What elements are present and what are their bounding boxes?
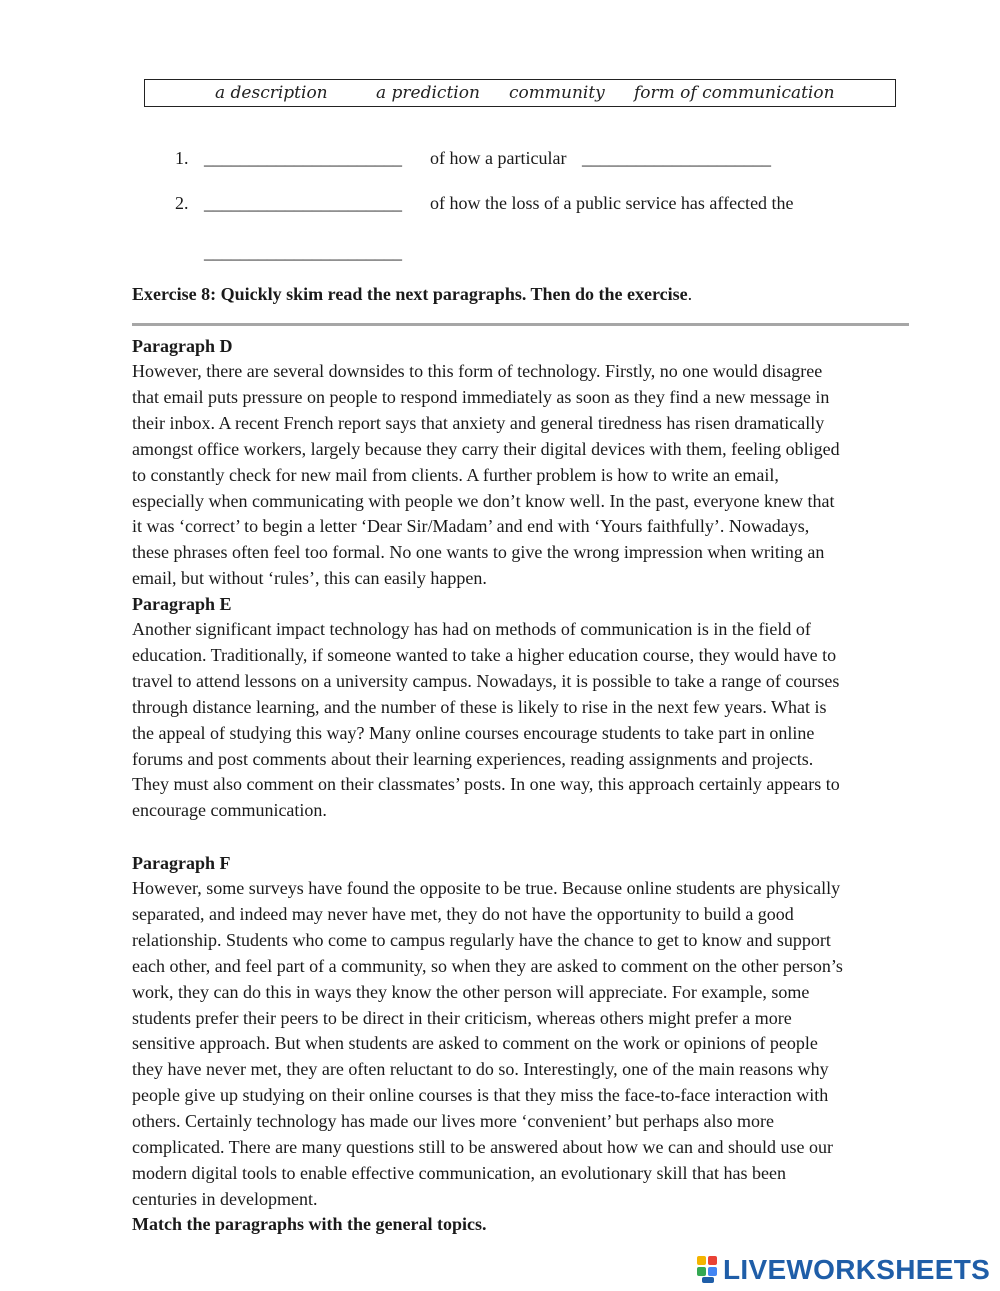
- paragraph-body: [132, 876, 922, 1213]
- paragraph-body: [132, 617, 922, 824]
- paragraph-line: the appeal of studying this way? Many online courses encourage students to take part in online: [132, 722, 815, 743]
- answer-blank[interactable]: ______________________: [204, 193, 402, 213]
- paragraph-line: especially when communicating with people we don’t know well. In the past, everyone knew that: [132, 490, 835, 511]
- paragraph-line: these phrases often feel too formal. No one wants to give the wrong impression when writing an: [132, 542, 825, 563]
- paragraph-title: Paragraph D: [132, 336, 233, 356]
- paragraph-line: complicated. There are many questions still to be answered about how we can and should use our: [132, 1137, 833, 1158]
- paragraph-line: people give up studying on their online courses is that they miss the face-to-face interaction with: [132, 1085, 829, 1106]
- answer-blank[interactable]: ______________________: [204, 242, 402, 262]
- paragraph-line: Another significant impact technology has had on methods of communication is in the field of: [132, 619, 811, 639]
- word-bank: [144, 79, 896, 107]
- paragraph-line: email, but without ‘rules’, this can easily happen.: [132, 568, 487, 589]
- word-bank-item[interactable]: community: [509, 83, 605, 103]
- word-bank-item[interactable]: form of communication: [634, 83, 835, 103]
- paragraph-line: sensitive approach. But when students are asked to comment on the work or opinions of people: [132, 1033, 818, 1054]
- word-bank-item[interactable]: a description: [215, 83, 328, 103]
- paragraph-line: forums and post comments about their learning experiences, reading assignments and projects.: [132, 748, 814, 769]
- paragraph-line: to constantly check for new mail from clients. A further problem is how to write an email,: [132, 464, 779, 485]
- paragraph-line: separated, and indeed may never have met, they do not have the opportunity to build a good: [132, 903, 794, 924]
- question-number: 2.: [175, 193, 189, 213]
- paragraph-line: relationship. Students who come to campus regularly have the chance to get to know and support: [132, 929, 831, 950]
- paragraph-line: they have never met, they are often reluctant to do so. Interestingly, one of the main reasons why: [132, 1059, 829, 1080]
- paragraph-line: centuries in development.: [132, 1188, 318, 1209]
- paragraph-line: work, they can do this in ways they know the other person will appreciate. For example, some: [132, 981, 810, 1002]
- paragraph-line: However, some surveys have found the opposite to be true. Because online students are physically: [132, 878, 841, 898]
- paragraph-title: Paragraph E: [132, 594, 232, 614]
- paragraph-line: encourage communication.: [132, 800, 327, 821]
- paragraph-line: it was ‘correct’ to begin a letter ‘Dear Sir/Madam’ and end with ‘Yours faithfully’. Nowadays,: [132, 516, 810, 537]
- paragraph-line: each other, and feel part of a community, so when they are asked to comment on the other person’s: [132, 955, 843, 976]
- paragraph-line: others. Certainly technology has made our lives more ‘convenient’ but perhaps also more: [132, 1111, 774, 1132]
- paragraph-line: However, there are several downsides to this form of technology. Firstly, no one would disagree: [132, 361, 823, 381]
- logo-text: LIVEWORKSHEETS: [723, 1254, 991, 1285]
- paragraph-line: students prefer their peers to be direct in their criticism, whereas others might prefer a more: [132, 1007, 792, 1028]
- paragraph-line: They must also comment on their classmates’ posts. In one way, this approach certainly appears to: [132, 774, 840, 795]
- liveworksheets-logo-icon: [697, 1255, 719, 1285]
- question-text: of how a particular: [430, 148, 567, 168]
- paragraph-body: [132, 359, 922, 592]
- final-instruction: Match the paragraphs with the general topics.: [132, 1214, 487, 1234]
- word-bank-item[interactable]: a prediction: [376, 83, 480, 103]
- paragraph-line: through distance learning, and the number of these is likely to rise in the next few years. What is: [132, 696, 827, 717]
- paragraph-line: modern digital tools to enable effective communication, an evolutionary skill that has been: [132, 1162, 786, 1183]
- question-number: 1.: [175, 148, 189, 168]
- answer-blank[interactable]: _____________________: [582, 148, 771, 168]
- divider: [132, 323, 909, 326]
- paragraph-line: education. Traditionally, if someone wanted to take a higher education course, they would have to: [132, 644, 837, 665]
- paragraph-title: Paragraph F: [132, 853, 231, 873]
- paragraph-line: travel to attend lessons on a university campus. Nowadays, it is possible to take a range of courses: [132, 670, 840, 691]
- answer-blank[interactable]: ______________________: [204, 148, 402, 168]
- paragraph-line: their inbox. A recent French report says that anxiety and general tiredness has risen dramatically: [132, 412, 825, 433]
- exercise-heading: Exercise 8: Quickly skim read the next paragraphs. Then do the exercise.: [132, 284, 693, 304]
- liveworksheets-logo: [697, 1253, 990, 1287]
- paragraph-line: that email puts pressure on people to respond immediately as soon as they find a new message in: [132, 386, 830, 407]
- question-text: of how the loss of a public service has affected the: [430, 193, 794, 213]
- paragraph-line: amongst office workers, largely because they carry their digital devices with them, feeling obliged: [132, 438, 840, 459]
